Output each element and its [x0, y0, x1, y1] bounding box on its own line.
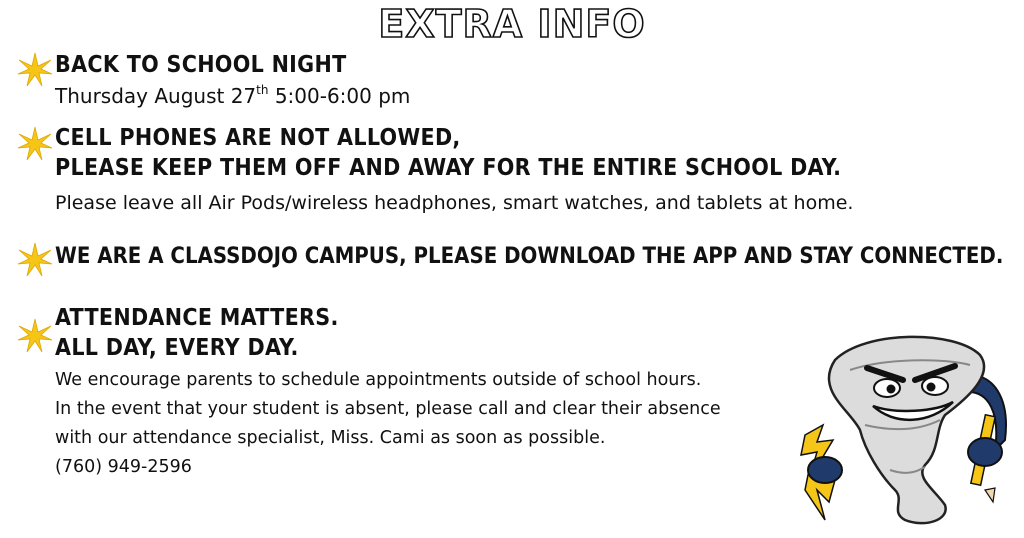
star-burst-icon	[17, 242, 53, 278]
back-to-school-date: Thursday August 27th 5:00-6:00 pm	[55, 83, 411, 108]
attendance-phone: (760) 949-2596	[55, 457, 192, 477]
page-title: EXTRA INFO	[378, 2, 646, 46]
attendance-heading: ATTENDANCE MATTERS.	[55, 305, 339, 331]
star-burst-icon	[17, 318, 53, 354]
back-to-school-heading: BACK TO SCHOOL NIGHT	[55, 52, 347, 78]
devices-note: Please leave all Air Pods/wireless headphones, smart watches, and tablets at home.	[55, 192, 854, 214]
tornado-mascot-icon	[795, 330, 1020, 530]
attendance-body-line: with our attendance specialist, Miss. Cami as soon as possible.	[55, 428, 606, 448]
star-burst-icon	[17, 126, 53, 162]
cell-phones-heading-line2: PLEASE KEEP THEM OFF AND AWAY FOR THE ENTIRE SCHOOL DAY.	[55, 155, 842, 181]
cell-phones-heading: CELL PHONES ARE NOT ALLOWED,	[55, 125, 461, 151]
attendance-heading-line2: ALL DAY, EVERY DAY.	[55, 335, 299, 361]
star-burst-icon	[17, 52, 53, 88]
attendance-body-line: We encourage parents to schedule appointments outside of school hours.	[55, 370, 702, 390]
attendance-body-line: In the event that your student is absent, please call and clear their absence	[55, 399, 721, 419]
classdojo-heading: WE ARE A CLASSDOJO CAMPUS, PLEASE DOWNLOAD THE APP AND STAY CONNECTED.	[55, 244, 1004, 269]
